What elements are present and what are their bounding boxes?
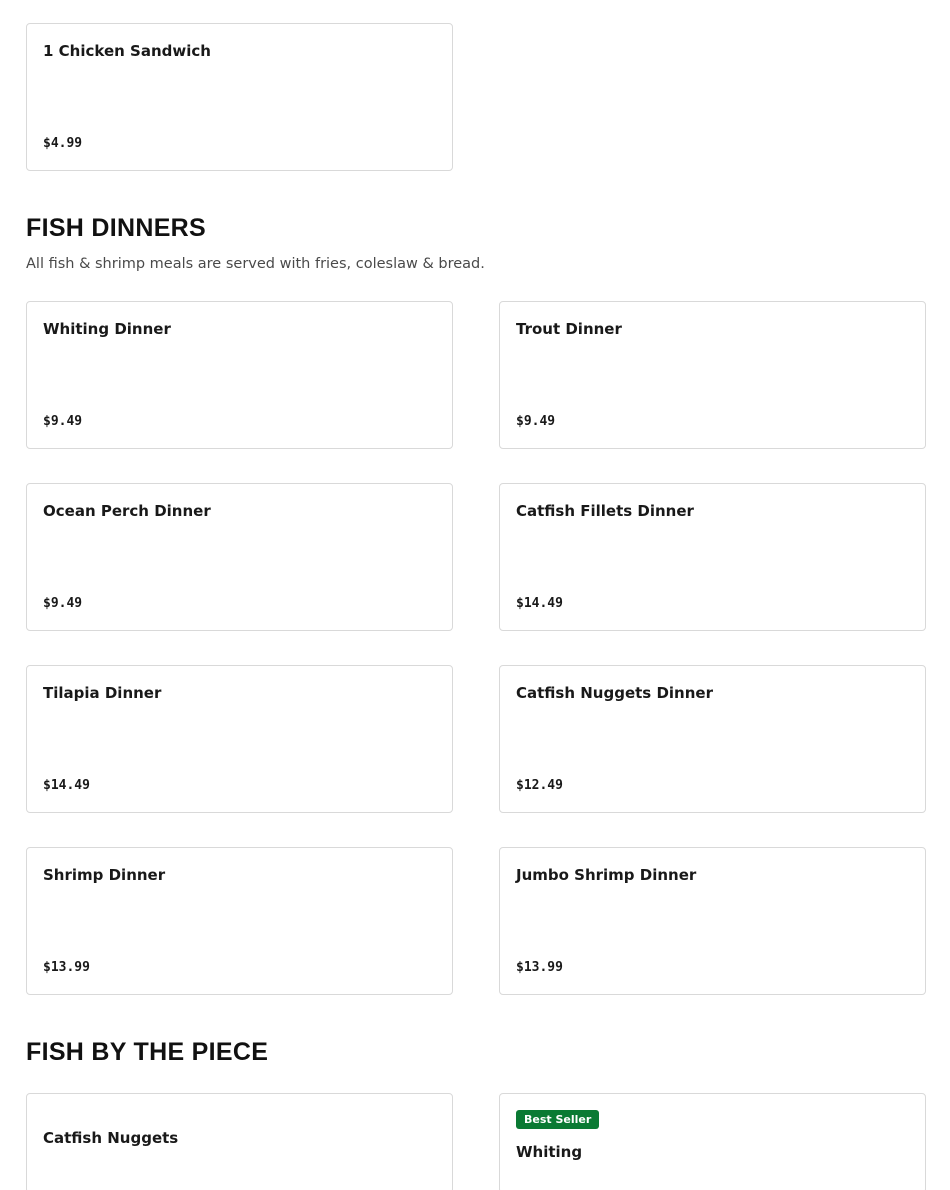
menu-item-card-whiting[interactable] xyxy=(499,1093,926,1190)
menu-item-name: 1 Chicken Sandwich xyxy=(43,42,211,60)
menu-item-price: $13.99 xyxy=(43,960,90,975)
menu-item-name: Catfish Fillets Dinner xyxy=(516,502,694,520)
section-title-fish-dinners: FISH DINNERS xyxy=(26,214,207,242)
menu-item-price: $12.49 xyxy=(516,778,563,793)
menu-item-name: Catfish Nuggets xyxy=(43,1129,179,1147)
menu-item-name: Ocean Perch Dinner xyxy=(43,502,211,520)
section-title-fish-by-the-piece: FISH BY THE PIECE xyxy=(26,1038,269,1066)
menu-item-card-shrimp-dinner[interactable] xyxy=(26,847,453,995)
menu-item-card-catfish-fillets-dinner[interactable] xyxy=(499,483,926,631)
section-description-fish-dinners: All fish & shrimp meals are served with fries, coleslaw & bread. xyxy=(26,256,485,272)
best-seller-badge: Best Seller xyxy=(516,1110,599,1129)
menu-item-card-whiting-dinner[interactable] xyxy=(26,301,453,449)
menu-item-price: $14.49 xyxy=(516,596,563,611)
menu-item-name: Trout Dinner xyxy=(516,320,622,338)
menu-item-price: $13.99 xyxy=(516,960,563,975)
menu-item-name: Shrimp Dinner xyxy=(43,866,166,884)
menu-item-price: $9.49 xyxy=(516,414,556,429)
menu-item-card-catfish-nuggets[interactable] xyxy=(26,1093,453,1190)
menu-item-card-jumbo-shrimp-dinner[interactable] xyxy=(499,847,926,995)
menu-item-price: $9.49 xyxy=(43,414,83,429)
menu-item-card-tilapia-dinner[interactable] xyxy=(26,665,453,813)
menu-item-card-catfish-nuggets-dinner[interactable] xyxy=(499,665,926,813)
menu-item-price: $4.99 xyxy=(43,136,83,151)
menu-item-name: Whiting Dinner xyxy=(43,320,171,338)
menu-item-name: Tilapia Dinner xyxy=(43,684,162,702)
menu-item-name: Whiting xyxy=(516,1143,583,1161)
menu-item-price: $14.49 xyxy=(43,778,90,793)
menu-item-card-trout-dinner[interactable] xyxy=(499,301,926,449)
menu-item-card-chicken-sandwich[interactable] xyxy=(26,23,453,171)
menu-item-name: Catfish Nuggets Dinner xyxy=(516,684,713,702)
menu-item-card-ocean-perch-dinner[interactable] xyxy=(26,483,453,631)
menu-item-name: Jumbo Shrimp Dinner xyxy=(516,866,697,884)
menu-item-price: $9.49 xyxy=(43,596,83,611)
